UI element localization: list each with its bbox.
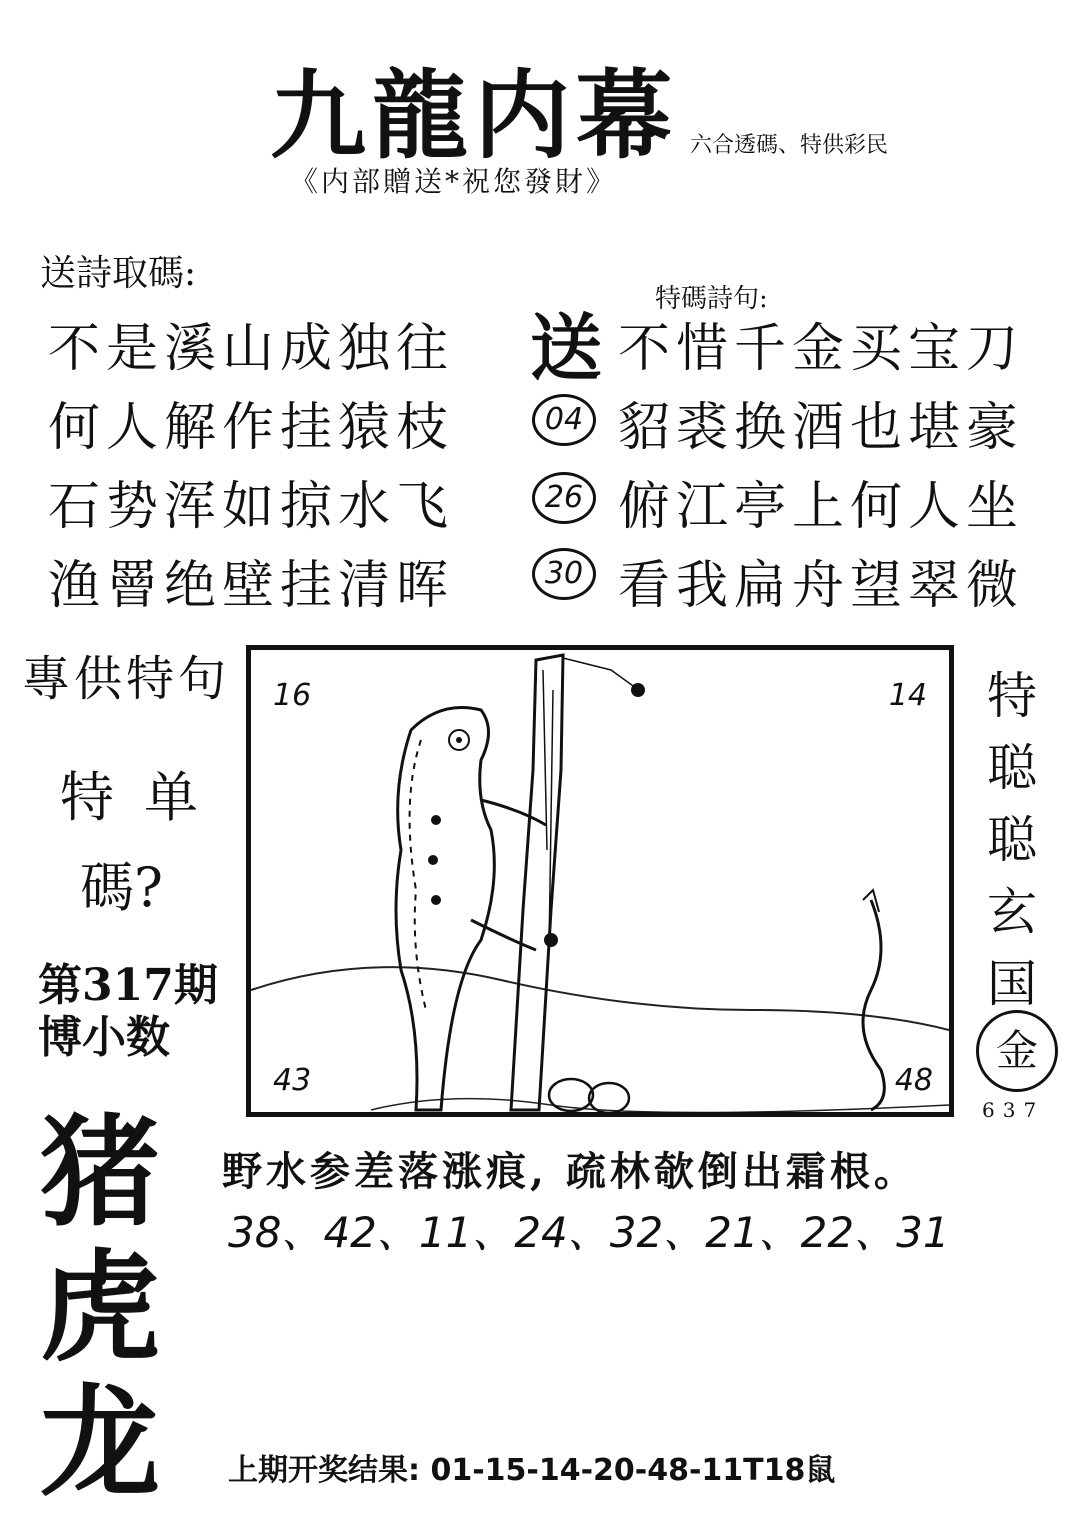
right-column-char: 特 xyxy=(987,667,1037,725)
poem-right-line: 不惜千金买宝刀 xyxy=(618,319,1025,379)
poem-heading: 送詩取碼: xyxy=(40,253,197,294)
animal-char: 猪 xyxy=(40,1102,160,1243)
corner-number-top-left: 16 xyxy=(273,678,312,713)
send-character: 送 xyxy=(530,305,603,390)
right-column-char: 聪 xyxy=(987,811,1037,869)
right-column-char: 聪 xyxy=(987,739,1037,797)
issue-number: 第317期 xyxy=(38,960,218,1011)
number-list: 38、42、11、24、32、21、22、31 xyxy=(228,1208,950,1257)
poem-left-line: 石势浑如掠水飞 xyxy=(48,477,455,537)
subtitle: 六合透碼、特供彩民 xyxy=(690,133,889,158)
poem-left-line: 渔罾绝壁挂清晖 xyxy=(48,556,455,616)
poem-right-line: 貂裘换酒也堪豪 xyxy=(618,398,1025,458)
couplet-line: 野水参差落涨痕, 疏林欹倒出霜根。 xyxy=(222,1148,918,1195)
page-title: 九龍内幕 xyxy=(270,59,678,172)
circled-number: 26 xyxy=(532,472,596,524)
poem-right-line: 俯江亭上何人坐 xyxy=(618,477,1025,537)
poem-right-line: 看我扁舟望翠微 xyxy=(618,556,1025,616)
special-heading: 專供特句 xyxy=(22,651,231,707)
special-question-line2: 碼? xyxy=(80,856,163,919)
corner-number-bottom-right: 48 xyxy=(894,1063,933,1098)
issue-block xyxy=(38,960,218,1064)
right-column-char: 玄 xyxy=(987,883,1037,941)
animal-list xyxy=(40,1102,160,1513)
illustration-drawing xyxy=(251,650,949,1112)
corner-number-bottom-left: 43 xyxy=(273,1063,312,1098)
right-column xyxy=(980,660,1044,1020)
animal-char: 虎 xyxy=(40,1237,160,1378)
gold-badge: 金 xyxy=(976,1010,1058,1092)
circled-number: 30 xyxy=(532,548,596,600)
corner-number-top-right: 14 xyxy=(888,678,927,713)
poem-left-block xyxy=(48,310,454,626)
last-draw-result: 上期开奖结果: 01-15-14-20-48-11T18鼠 xyxy=(228,1453,836,1488)
poem-left-line: 何人解作挂猿枝 xyxy=(48,398,455,458)
poem-left-line: 不是溪山成独往 xyxy=(48,319,455,379)
circled-number: 04 xyxy=(532,394,596,446)
animal-char: 龙 xyxy=(40,1372,160,1513)
special-question-line1: 特单 xyxy=(60,766,228,829)
issue-hint: 博小数 xyxy=(38,1012,170,1063)
right-column-char: 国 xyxy=(987,955,1037,1013)
poem-right-block xyxy=(618,310,1024,626)
tagline: 《内部贈送*祝您發財》 xyxy=(290,165,618,198)
code-poem-heading: 特碼詩句: xyxy=(655,284,768,314)
gold-badge-number: 637 xyxy=(982,1098,1045,1122)
illustration-frame xyxy=(246,645,954,1117)
